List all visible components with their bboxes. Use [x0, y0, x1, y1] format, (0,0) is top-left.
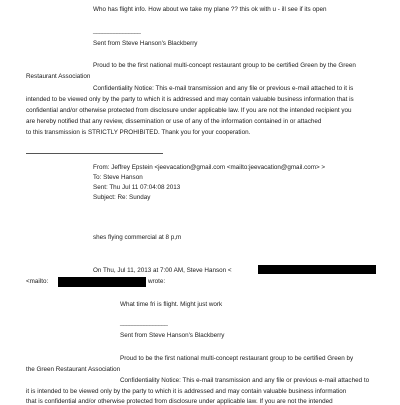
hanson-message: What time fri is flight. Might just work	[120, 301, 223, 308]
footer-green-line-1: Proud to be the first national multi-concept restaurant group to be certified Green by	[120, 355, 354, 362]
quote-mailto: <mailto:	[26, 278, 49, 285]
forward-from: From: Jeffrey Epstein <jeevacation@gmail.com <mailto:jeevacation@gmail.com> >	[93, 164, 326, 171]
signature-separator: ________________	[93, 29, 141, 35]
confidentiality-line: are hereby notified that any review, dissemination or use of any of the information contained in or attached	[26, 118, 322, 125]
footer-green-line-2: Restaurant Association	[26, 73, 91, 80]
forward-to: To: Steve Hanson	[93, 174, 143, 181]
signature: Sent from Steve Hanson's Blackberry	[93, 40, 198, 47]
redaction-bar	[58, 277, 146, 287]
confidentiality-line: to this transmission is STRICTLY PROHIBITED. Thank you for your cooperation.	[26, 129, 251, 136]
confidentiality-line: Confidentiality Notice: This e-mail transmission and any file or previous e-mail attached to it is	[93, 85, 354, 92]
redaction-bar	[258, 265, 376, 274]
forward-sent: Sent: Thu Jul 11 07:04:08 2013	[93, 184, 181, 191]
confidentiality-line: intended to be viewed only by the party to which it is addressed and may contain valuable business information that is	[26, 96, 354, 103]
message-divider	[26, 153, 163, 154]
confidentiality-line: Confidentiality Notice: This e-mail transmission and any file or previous e-mail attached to	[120, 377, 370, 384]
top-message: Who has flight info. How about we take my plane ?? this ok with u - ill see if its open	[93, 6, 327, 13]
footer-green-line-1: Proud to be the first national multi-concept restaurant group to be certified Green by the Green	[93, 62, 356, 69]
footer-green-line-2: the Green Restaurant Association	[26, 366, 121, 373]
quote-intro: On Thu, Jul 11, 2013 at 7:00 AM, Steve Hanson <	[93, 267, 232, 274]
quote-wrote: wrote:	[148, 278, 166, 285]
confidentiality-line: confidential and/or otherwise protected from disclosure under applicable law. If you are not the intended recipient you	[26, 107, 352, 114]
confidentiality-line: that is confidential and/or otherwise protected from disclosure under applicable law. If you are not the intended	[26, 398, 333, 405]
signature-separator: ________________	[120, 321, 168, 327]
confidentiality-line: it is intended to be viewed only by the party to which it is addressed and may contain valuable business information	[26, 388, 347, 395]
signature: Sent from Steve Hanson's Blackberry	[120, 332, 225, 339]
forward-subject: Subject: Re: Sunday	[93, 194, 151, 201]
epstein-reply: shes flying commercial at 8 p,m	[93, 234, 182, 241]
